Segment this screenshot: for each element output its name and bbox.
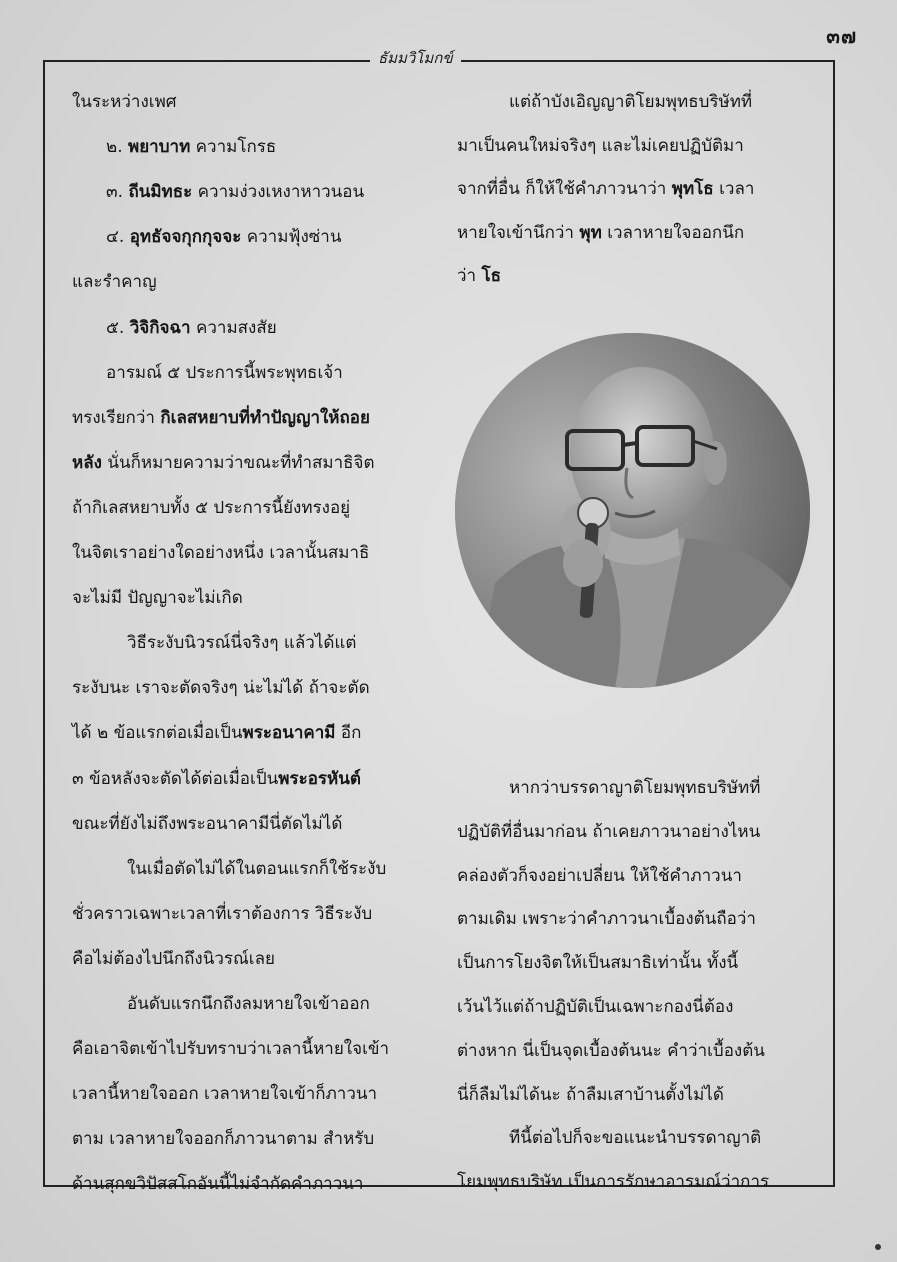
- text-run: นั่นก็หมายความว่าขณะที่ทำสมาธิจิต: [101, 452, 375, 473]
- text-line: [72, 1170, 442, 1198]
- text-line: [72, 1035, 442, 1063]
- text-line: [106, 133, 476, 161]
- text-run: แต่ถ้าบังเอิญญาติโยมพุทธบริษัทที่: [509, 92, 753, 112]
- text-line: [106, 223, 476, 251]
- text-run: หากว่าบรรดาญาติโยมพุทธบริษัทที่: [509, 778, 761, 798]
- text-run: นี่ก็ลืมไม่ได้นะ ถ้าลืมเสาบ้านตั้งไม่ได้: [457, 1084, 724, 1105]
- text-run: ๕.: [106, 317, 130, 338]
- text-run: ๔.: [106, 227, 130, 248]
- bold-term: พระอรหันต์: [278, 768, 361, 789]
- text-line: [457, 219, 817, 247]
- text-line: [72, 584, 442, 612]
- text-line: [72, 719, 442, 747]
- bold-term: กิเลสหยาบที่ทำปัญญาให้ถอย: [160, 407, 370, 428]
- text-run: วิธีระงับนิวรณ์นี่จริงๆ แล้วได้แต่: [127, 633, 357, 654]
- text-run: ความฟุ้งซ่าน: [241, 227, 342, 248]
- text-line: [457, 1081, 817, 1109]
- text-line: [457, 1037, 817, 1065]
- text-line: [509, 88, 869, 116]
- bold-term: ถีนมิทธะ: [128, 182, 193, 203]
- text-run: ในระหว่างเพศ: [72, 92, 177, 112]
- bold-term: พยาบาท: [128, 137, 191, 158]
- text-line: [127, 629, 497, 657]
- text-run: ในจิตเราอย่างใดอย่างหนึ่ง เวลานั้นสมาธิ: [72, 543, 370, 563]
- text-line: [72, 765, 442, 793]
- text-run: หายใจเข้านึกว่า: [457, 222, 580, 243]
- text-run: ว่า: [457, 266, 482, 286]
- text-run: ขณะที่ยังไม่ถึงพระอนาคามีนี่ตัดไม่ได้: [72, 813, 343, 834]
- text-run: ระงับนะ เราจะตัดจริงๆ น่ะไม่ได้ ถ้าจะตัด: [72, 678, 370, 699]
- text-run: และรำคาญ: [72, 272, 157, 293]
- text-run: ความโกรธ: [190, 137, 277, 158]
- text-run: ทรงเรียกว่า: [72, 407, 161, 428]
- text-line: [457, 993, 817, 1021]
- text-run: ชั่วคราวเฉพาะเวลาที่เราต้องการ วิธีระงับ: [72, 903, 373, 924]
- text-line: [509, 774, 869, 802]
- text-line: [106, 359, 476, 387]
- text-line: [457, 862, 817, 890]
- text-line: [127, 990, 497, 1018]
- text-line: [457, 1168, 817, 1196]
- text-line: [106, 314, 476, 342]
- bold-term: โธ: [481, 266, 502, 286]
- text-run: เวลาหายใจออกนึก: [601, 222, 745, 243]
- monk-portrait-illustration: [455, 333, 810, 688]
- text-run: เวลา: [713, 179, 755, 199]
- text-run: คือเอาจิตเข้าไปรับทราบว่าเวลานี้หายใจเข้า: [72, 1039, 390, 1060]
- text-line: [72, 539, 442, 567]
- text-line: [457, 905, 817, 933]
- running-head: ธัมมวิโมกข์: [370, 46, 461, 70]
- text-run: ๓ ข้อหลังจะตัดได้ต่อเมื่อเป็น: [72, 768, 279, 789]
- text-line: [72, 1125, 442, 1153]
- bold-term: วิจิกิจฉา: [129, 317, 191, 338]
- text-line: [457, 818, 817, 846]
- text-run: คล่องตัวก็จงอย่าเปลี่ยน ให้ใช้คำภาวนา: [457, 865, 742, 886]
- text-line: [72, 900, 442, 928]
- text-run: ความสงสัย: [190, 317, 277, 338]
- text-line: [509, 1124, 869, 1152]
- text-run: คือไม่ต้องไปนึกถึงนิวรณ์เลย: [72, 948, 275, 969]
- text-line: [72, 1080, 442, 1108]
- text-line: [457, 132, 817, 160]
- scan-speck: [875, 1244, 881, 1250]
- page-number: ๓๗: [826, 24, 857, 48]
- text-run: ต่างหาก นี่เป็นจุดเบื้องต้นนะ คำว่าเบื้องต้น: [457, 1040, 765, 1061]
- text-line: [72, 404, 442, 432]
- text-run: ตามเดิม เพราะว่าคำภาวนาเบื้องต้นถือว่า: [457, 909, 756, 930]
- text-run: ตาม เวลาหายใจออกก็ภาวนาตาม สำหรับ: [72, 1129, 375, 1150]
- bold-term: พุท: [579, 222, 602, 243]
- text-line: [127, 855, 497, 883]
- text-run: อารมณ์ ๕ ประการนี้พระพุทธเจ้า: [106, 362, 343, 383]
- text-line: [106, 178, 476, 206]
- text-line: [72, 945, 442, 973]
- text-line: [72, 88, 442, 116]
- text-run: เวลานี้หายใจออก เวลาหายใจเข้าก็ภาวนา: [72, 1084, 378, 1105]
- text-run: จากที่อื่น ก็ให้ใช้คำภาวนาว่า: [457, 179, 672, 199]
- text-run: จะไม่มี ปัญญาจะไม่เกิด: [72, 588, 243, 609]
- text-line: [457, 262, 817, 290]
- text-run: ๓.: [106, 182, 129, 203]
- text-line: [72, 494, 442, 522]
- text-run: ได้ ๒ ข้อแรกต่อเมื่อเป็น: [72, 723, 243, 744]
- text-line: [72, 810, 442, 838]
- bold-term: หลัง: [72, 452, 102, 473]
- text-run: เป็นการโยงจิตให้เป็นสมาธิเท่านั้น ทั้งนี้: [457, 953, 739, 974]
- text-run: โยมพุทธบริษัท เป็นการรักษาอารมณ์ว่าการ: [457, 1172, 770, 1193]
- text-run: เว้นไว้แต่ถ้าปฏิบัติเป็นเฉพาะกองนี่ต้อง: [457, 997, 734, 1017]
- text-run: ๒.: [106, 137, 129, 158]
- text-line: [457, 949, 817, 977]
- text-line: [72, 674, 442, 702]
- text-run: ทีนี้ต่อไปก็จะขอแนะนำบรรดาญาติ: [509, 1128, 762, 1149]
- text-run: อันดับแรกนึกถึงลมหายใจเข้าออก: [127, 994, 370, 1014]
- text-line: [72, 449, 442, 477]
- monk-portrait-photo: [455, 333, 810, 688]
- bold-term: พระอนาคามี: [242, 723, 336, 744]
- text-line: [457, 175, 817, 203]
- text-run: มาเป็นคนใหม่จริงๆ และไม่เคยปฏิบัติมา: [457, 135, 744, 156]
- text-run: อีก: [335, 723, 362, 744]
- bold-term: พุทโธ: [671, 179, 714, 199]
- text-run: ในเมื่อตัดไม่ได้ในตอนแรกก็ใช้ระงับ: [127, 858, 387, 879]
- bold-term: อุทธัจจกุกกุจจะ: [129, 227, 242, 248]
- text-run: ปฏิบัติที่อื่นมาก่อน ถ้าเคยภาวนาอย่างไหน: [457, 821, 761, 842]
- text-run: ด้านสุกขวิปัสสโกอันนี้ไม่จำกัดคำภาวนา: [72, 1174, 364, 1195]
- text-run: ความง่วงเหงาหาวนอน: [192, 182, 365, 203]
- text-run: ถ้ากิเลสหยาบทั้ง ๕ ประการนี้ยังทรงอยู่: [72, 497, 351, 518]
- text-line: [72, 268, 442, 296]
